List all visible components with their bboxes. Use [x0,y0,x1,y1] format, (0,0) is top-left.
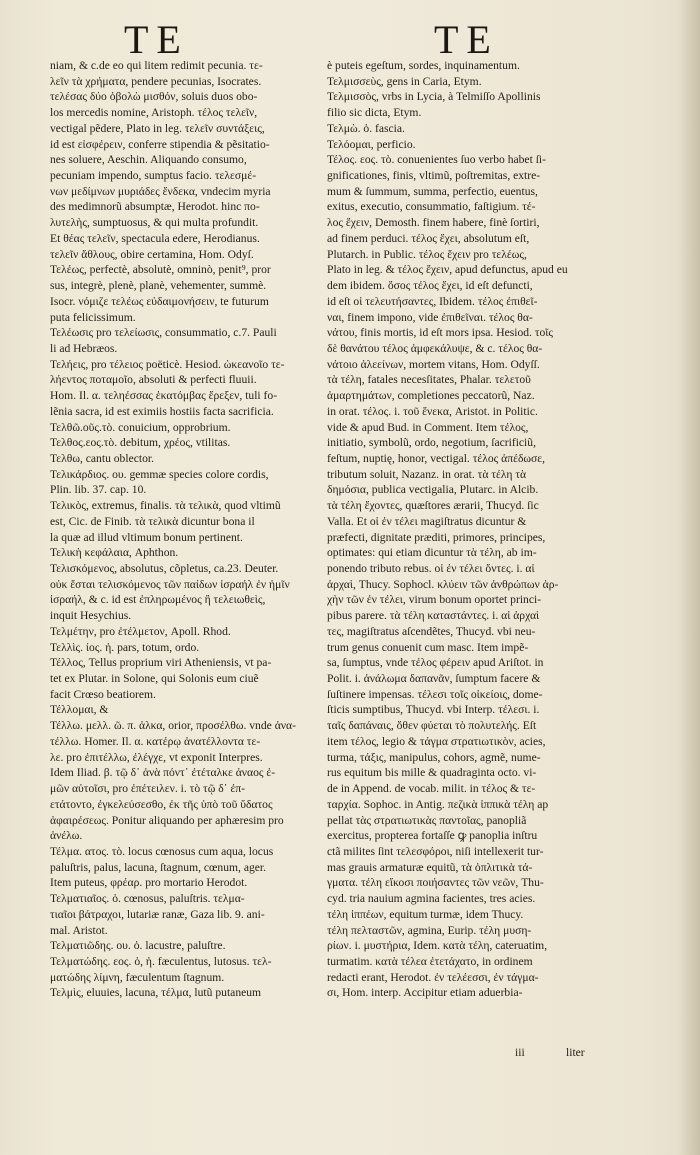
text-line: Plutarch. in Public. τέλος ἔχειν pro τελέως, [327,247,527,261]
text-line: Τελέως, perfectè, absolutè, omninò, penit⁹, pror [50,263,271,277]
text-line: τιαῖοι βάτραχοι, lutariæ ranæ, Gaza lib. 9. ani- [50,907,265,921]
text-line: est, Cic. de Finib. τὰ τελικὰ dicuntur bona il [50,514,255,528]
text-line: nes soluere, Aeschin. Aliquando consumo, [50,153,247,167]
text-line: λεῖν τὰ χρήματα, pendere pecunias, Isocrates. [50,74,262,88]
text-line: Τέλμα. ατος. τὸ. locus cœnosus cum aqua, locus [50,844,274,858]
text-line: Et θέας τελεῖν, spectacula edere, Herodianus. [50,231,260,245]
text-line: ἀρχαὶ, Thucy. Sophocl. κλύειν τῶν ἀνθρώπων ἀρ- [327,577,559,591]
text-line: pibus parere. τὰ τέλη καταστάντες. i. αἱ ἀρχαὶ [327,609,540,623]
text-line: νάτου, finis mortis, id eſt mors ipsa. Hesiod. τοῖς [327,326,554,340]
text-line: ponendo tributo rebus. οἱ ἐν τέλει ὄντες. i. αἱ [327,562,535,575]
text-line: Τελθος.εος.τὸ. debitum, χρέος, vtilitas. [50,436,231,450]
text-line: id eſt οἱ τελευτήσαντες, Ibidem. τέλος ἐπιθεῖ- [327,294,538,308]
text-line: initiatio, symbolũ, ordo, negotium, ſacrificiũ, [327,436,536,450]
text-line: χὴν τῶν ἐν τέλει, virum bonum oportet princi- [327,593,542,607]
text-line: Τελλὶς. ίος. ἡ. pars, totum, ordo. [50,640,200,654]
text-line: tet ex Plutar. in Solone, qui Solonis eum ciuẽ [50,672,259,686]
text-line: Τελήεις, pro τέλειος poëticè. Hesiod. ὠκεανοῖο τε- [50,357,285,371]
text-line: Τελικὸς, extremus, finalis. τὰ τελικὰ, quod vltimũ [50,499,281,513]
text-line: σι, Hom. interp. Accipitur etiam aduerbia- [327,986,523,1000]
text-line: γματα. τέλη εἴκοσι ποιήσαντες τῶν νεῶν, Thu- [327,876,544,890]
text-line: ſuſtinere impensas. τέλεσι τοῖς οἰκείοις, dome- [327,687,543,701]
text-line: ἀνέλω. [50,829,83,843]
text-line: exitus, executio, consummatio, faſtigium. τέ- [327,200,536,214]
text-line: mas grauis armaturæ equitũ, τὰ ὁπλιτικὰ τά- [327,860,533,874]
text-line: facit Crœso beatiorem. [50,687,156,701]
text-line: gnificationes, finis, vltimũ, poſtremitas, extre- [327,169,541,183]
text-line: Τελμισσὸς, vrbs in Lycia, à Telmiſſo Apollinis [327,90,541,104]
text-line: δημόσια, publica vectigalia, Plutarc. in Alcib. [327,483,539,497]
text-line: Τέλος. εος. τὸ. conuenientes ſuo verbo habet ſi- [327,153,547,167]
text-line: Τελματώδης. εος. ὁ, ἡ. fæculentus, lutosus. τελ- [50,954,272,968]
text-line: ad finem perduci. τέλος ἔχει, absolutum eſt, [327,231,530,245]
text-line: trum genus conuenit cum masc. Item impẽ- [327,640,529,654]
text-line: λος ἔχειν, Demosth. finem habere, finè ſortiri, [327,216,540,230]
text-line: lẽnia sacra, id est eximiis hostiis facta sacrificia. [50,404,274,418]
page-edge-shadow [678,0,700,1155]
text-line: Plin. lib. 37. cap. 10. [50,483,147,497]
text-line: item τέλος, legio & τάγμα στρατιωτικὸν, acies, [327,734,546,748]
text-line: ἰσραήλ, & c. id est ἐπληρωμένος ἢ τελειωθεὶς, [50,593,266,607]
text-line: Τελικάρδιος. ου. gemmæ species colore cordis, [50,467,269,481]
left-text-column [50,58,318,1001]
text-line: τέλλω. Homer. Il. α. κατέρῳ ἀνατέλλοντα τε- [50,734,261,748]
text-line: Τέλλος, Tellus proprium viri Atheniensis, vt pa- [50,656,272,670]
text-line: δὲ θανάτου τέλος ἀμφεκάλυψε, & c. τέλος θα- [327,341,543,355]
text-line: redacti erant, Herodot. ἐν τελέεσσι, ἐν τάγμα- [327,970,539,984]
running-head-left: TE [124,17,189,62]
text-line: sus, integrè, plenè, planè, vehementer, summè. [50,279,267,293]
text-line: λε. pro ἐπιτέλλω, ἐλέγχε, vt exponit Interpres. [50,750,263,764]
text-line: niam, & c.de eo qui litem redimit pecunia. τε- [50,59,263,72]
text-line: ρίων. i. μυστήρια, Idem. κατὰ τέλη, cateruatim, [327,939,548,953]
text-line: τέλη ἱππέων, equitum turmæ, idem Thucy. [327,907,524,921]
text-line: exercitus, propterea fortaſſe ꝙ panoplia inſtru [327,829,538,843]
text-line: οὐκ ἔσται τελισκόμενος τῶν παίδων ἰσραήλ ἐν ἡμῖν [50,577,290,591]
text-line: filio sic dicta, Etym. [327,106,422,120]
text-line: ἀφαιρέσεως. Ponitur aliquando per aphæresim pro [50,813,284,827]
text-line: de in Append. de vocab. milit. in τέλος & τε- [327,782,536,796]
text-line: des medimnorũ absumptæ, Herodot. hinc πο- [50,200,260,214]
text-line: puta felicissimum. [50,310,136,324]
text-line: Τελματιαῖος. ὁ. cœnosus, paluſtris. τελμα- [50,892,245,906]
text-line: τέλη πελταστῶν, agmina, Eurip. τέλη μυση- [327,923,532,937]
text-line: vectigal pẽdere, Plato in leg. τελεῖν συντάξεις, [50,121,265,135]
text-line: paluſtris, palus, lacuna, ſtagnum, cœnum, ager. [50,860,267,874]
text-line: Τελθῶ.οῦς.τὸ. conuicium, opprobrium. [50,420,231,434]
text-line: mal. Aristot. [50,923,108,937]
text-line: mum & ſummum, summa, perfectio, euentus, [327,184,538,198]
text-line: id est εἰσφέρειν, conferre stipendia & pẽsitatio- [50,137,270,151]
text-line: Τελόομαι, perficio. [327,137,416,151]
text-line: Τελισκόμενος, absolutus, cõpletus, ca.23. Deuter. [50,562,279,575]
text-line: Isocr. νόμιζε τελέως εὐδαιμονήσειν, te futurum [50,294,269,308]
page-footer [0,1046,700,1066]
text-line: ταῖς δαπάναις, ὅθεν φύεται τὸ πολυτελής. Eſt [327,719,537,733]
text-line: τες, magiſtratus aſcendẽtes, Thucyd. vbi neu- [327,624,536,638]
text-line: τὰ τέλη, fatales necesſitates, Phalar. τελετοῦ [327,373,531,387]
text-line: Τελματιῶδης. ου. ὁ. lacustre, paluſtre. [50,939,226,953]
text-line: Idem Iliad. β. τῷ δ᾽ ἀνὰ πόντ᾽ ἐτέταλκε ἀναος ἐ- [50,766,276,780]
right-text-column [327,58,595,1001]
text-line: sa, ſumptus, vnde τέλος φέρειν apud Ariſtot. in [327,656,544,670]
text-line: la quæ ad illud vltimum bonum pertinent. [50,530,243,544]
text-line: Τέλλομαι, & [50,703,109,717]
text-line: Polit. i. ἀνάλωμα δαπανᾶν, ſumptum facere & [327,672,541,686]
text-line: Hom. Il. α. τεληέσσας ἑκατόμβας ἔρεξεν, tuli fo- [50,389,278,403]
text-line: è puteis egeſtum, sordes, inquinamentum. [327,59,520,72]
catchword: liter [566,1046,585,1059]
signature-mark: iii [515,1046,525,1059]
text-line: Τελμὶς, eluuies, lacuna, τέλμα, lutũ putaneum [50,986,262,1000]
text-line: ctã milites ſint τελεσφόροι, niſi intellexerit tur- [327,844,544,858]
text-line: los mercedis nomine, Aristoph. τέλος τελεῖν, [50,106,258,120]
text-line: pellat τὰς στρατιωτικὰς παντοῖας, panopliã [327,813,527,827]
text-line: νων μεδίμνων μυριάδες ἕνδεκα, vndecim myria [50,184,271,198]
text-line: Τελμισσεὺς, gens in Caria, Etym. [327,74,482,88]
text-line: ματώδης λίμνη, fæculentum ſtagnum. [50,970,225,984]
text-line: τελεῖν ἄθλους, obire certamina, Hom. Odyſ. [50,247,254,261]
text-line: τὰ τέλη ἔχοντες, quæſtores ærarii, Thucyd. ſic [327,499,539,513]
text-line: τελέσας δύο ὀβολὼ μισθόν, soluis duos obo- [50,90,258,104]
text-line: ναι, finem impono, vide ἐπιθεῖναι. τέλος θα- [327,310,533,324]
running-head-right: TE [434,17,499,62]
text-line: in orat. τέλος. i. τοῦ ἕνεκα, Aristot. in Politic. [327,404,538,418]
text-line: Valla. Et οἱ ἐν τέλει magiſtratus dicuntur & [327,514,527,528]
text-line: Τελέωσις pro τελείωσις, consummatio, c.7. Pauli [50,326,277,340]
text-line: Plato in leg. & τέλος ἔχειν, apud defunctus, apud eu [327,263,568,277]
text-line: Τελθω, cantu oblector. [50,451,155,465]
text-line: turma, τάξις, manipulus, cohors, agmẽ, nume- [327,750,541,764]
text-line: ἁμαρτημάτων, completiones peccatorũ, Naz. [327,389,535,403]
text-line: Τελμέτην, pro ἐτέλμετον, Apoll. Rhod. [50,624,231,638]
text-line: νάτοιο ἀλεείνων, mortem vitans, Hom. Odyſſ. [327,357,540,371]
text-line: tributum soluit, Nazanz. in orat. τὰ τέλη τὰ [327,467,527,481]
text-line: inquit Hesychius. [50,609,132,623]
text-line: li ad Hebræos. [50,341,118,355]
text-line: λυτελὴς, sumptuosus, & qui multa profundit. [50,216,259,230]
text-line: μῶν αὐτοῖσι, pro ἐπέτειλεν. i. τὸ τῷ δ᾽ ἐπ- [50,782,246,796]
text-line: optimates: qui etiam dicuntur τὰ τέλη, ab im- [327,546,537,560]
text-line: præfecti, dignitate præditi, primores, principes, [327,530,546,544]
text-line: Item puteus, φρέαρ. pro mortario Herodot. [50,876,248,890]
text-line: rus equitum bis mille & quadraginta octo. vi- [327,766,537,780]
text-line: cyd. tria nauium agmina facientes, tres acies. [327,892,536,906]
text-line: λήεντος ποταμοῖο, absoluti & perfecti fluuii. [50,373,257,387]
text-line: dem ibidem. ὅσος τέλος ἔχει, id eſt defuncti, [327,279,533,293]
text-line: Τέλλω. μελλ. ῶ. π. ἀλκα, orior, προσέλθω. vnde ἀνα- [50,719,296,733]
text-line: Τελικὴ κεφάλαια, Aphthon. [50,546,179,560]
text-line: vide & apud Bud. in Comment. Item τέλος, [327,420,529,434]
text-line: turmatim. κατὰ τέλεα ἐτετάχατο, in ordinem [327,954,533,968]
text-line: pecuniam impendo, sumptus facio. τελεσμέ- [50,169,257,183]
text-line: feſtum, nuptię, honor, vectigal. τέλος ἀπέδωσε, [327,451,546,465]
text-line: ταρχία. Sophoc. in Antig. πεζικὰ ἱππικὰ τέλη ap [327,797,549,811]
text-line: Τελμὼ. ὁ. fascia. [327,121,405,135]
text-line: ετάτοντο, ἐγκελεύσεσθο, ἐκ τῆς ὑπὸ τοῦ ὕδατος [50,797,273,811]
text-line: ſticis sumptibus, Thucyd. vbi Interp. τέλεσι. i. [327,703,540,717]
